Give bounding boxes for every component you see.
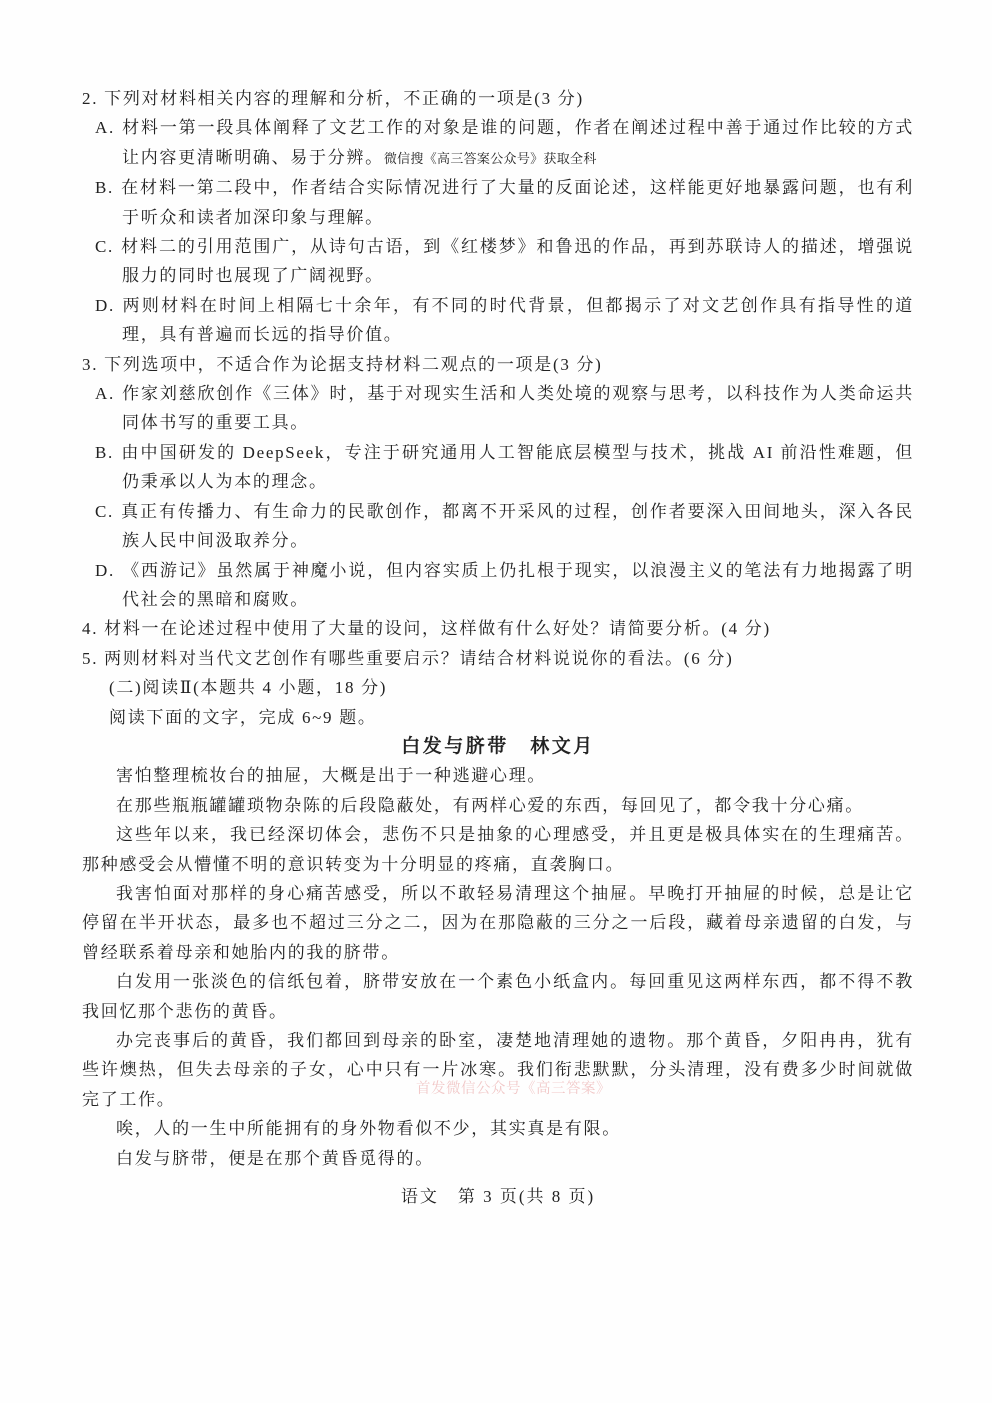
option-a xyxy=(95,113,914,173)
passage-paragraph: 这些年以来，我已经深切体会，悲伤不只是抽象的心理感受，并且更是极具体实在的生理痛苦。那种感受会从懵懂不明的意识转变为十分明显的疼痛，直袭胸口。 xyxy=(82,825,914,874)
passage-paragraph: 办完丧事后的黄昏，我们都回到母亲的卧室，凄楚地清理她的遗物。那个黄昏，夕阳冉冉，犹有些许燠热，但失去母亲的子女，心中只有一片冰寒。我们衔悲默默，分头清理，没有费多少时间就做完了工作。 xyxy=(82,1031,914,1109)
page-content xyxy=(82,84,914,1211)
option-c xyxy=(95,232,914,291)
option-label: A. xyxy=(95,118,115,138)
option-label: C. xyxy=(95,501,114,521)
question-number: 2. xyxy=(82,89,99,108)
passage-paragraph: 白发与脐带，便是在那个黄昏觅得的。 xyxy=(116,1148,434,1168)
promo-note: 微信搜《高三答案公众号》获取全科 xyxy=(383,150,597,166)
option-text: 由中国研发的 DeepSeek，专注于研究通用人工智能底层模型与技术，挑战 AI 前沿性难题，但仍秉承以人为本的理念。 xyxy=(121,442,914,492)
question-number: 5. xyxy=(82,648,99,668)
option-text: 材料一第一段具体阐释了文艺工作的对象是谁的问题，作者在阐述过程中善于通过作比较的方式让内容更清晰明确、易于分辨。 xyxy=(121,118,914,167)
question-number: 4. xyxy=(82,619,99,639)
option-text: 《西游记》虽然属于神魔小说，但内容实质上仍扎根于现实，以浪漫主义的笔法有力地揭露了明代社会的黑暗和腐败。 xyxy=(121,560,914,609)
question-stem-text: 两则材料对当代文艺创作有哪些重要启示？请结合材料说说你的看法。(6 分) xyxy=(104,648,734,668)
question-stem-text: 材料一在论述过程中使用了大量的设问，这样做有什么好处？请简要分析。(4 分) xyxy=(104,619,771,639)
option-d xyxy=(95,556,914,615)
option-text: 在材料一第二段中，作者结合实际情况进行了大量的反面论述，这样能更好地暴露问题，也有利于听众和读者加深印象与理解。 xyxy=(121,178,914,227)
option-a xyxy=(95,379,914,438)
passage-paragraph: 我害怕面对那样的身心痛苦感受，所以不敢轻易清理这个抽屉。早晚打开抽屉的时候，总是让它停留在半开状态，最多也不超过三分之二，因为在那隐蔽的三分之一后段，藏着母亲遗留的白发，与曾经联系着母亲和她胎内的我的脐带。 xyxy=(82,883,914,962)
question-stem xyxy=(82,84,914,113)
passage-title: 白发与脐带 林文月 xyxy=(401,735,595,757)
option-b xyxy=(95,173,914,232)
passage-paragraph: 在那些瓶瓶罐罐琐物杂陈的后段隐蔽处，有两样心爱的东西，每回见了，都令我十分心痛。 xyxy=(116,795,864,815)
pink-watermark: 首发微信公众号《高三答案》 xyxy=(416,1081,611,1097)
option-text: 真正有传播力、有生命力的民歌创作，都离不开采风的过程，创作者要深入田间地头，深入各民族人民中间汲取养分。 xyxy=(121,501,914,551)
section-reading-2 xyxy=(82,673,914,1173)
section-heading: (二)阅读Ⅱ(本题共 4 小题，18 分) xyxy=(109,678,388,698)
option-text: 材料二的引用范围广，从诗句古语，到《红楼梦》和鲁迅的作品，再到苏联诗人的描述，增强说服力的同时也展现了广阔视野。 xyxy=(121,237,914,286)
option-label: D. xyxy=(95,295,115,315)
question-stem-text: 下列选项中，不适合作为论据支持材料二观点的一项是(3 分) xyxy=(104,354,603,374)
section-instruction: 阅读下面的文字，完成 6~9 题。 xyxy=(109,707,377,727)
option-d xyxy=(95,291,914,350)
option-text: 两则材料在时间上相隔七十余年，有不同的时代背景，但都揭示了对文艺创作具有指导性的道理，具有普遍而长远的指导价值。 xyxy=(121,295,914,345)
option-c xyxy=(95,497,914,556)
option-label: B. xyxy=(95,442,114,462)
question-3 xyxy=(82,350,914,615)
option-label: B. xyxy=(95,178,114,198)
option-label: D. xyxy=(95,560,115,580)
option-text: 作家刘慈欣创作《三体》时，基于对现实生活和人类处境的观察与思考，以科技作为人类命运共同体书写的重要工具。 xyxy=(121,384,914,433)
passage-body xyxy=(82,761,914,1173)
page-footer: 语文 第 3 页(共 8 页) xyxy=(400,1187,596,1207)
passage-paragraph: 害怕整理梳妆台的抽屉，大概是出于一种逃避心理。 xyxy=(116,766,547,786)
passage-paragraph: 白发用一张淡色的信纸包着，脐带安放在一个素色小纸盒内。每回重见这两样东西，都不得不教我回忆那个悲伤的黄昏。 xyxy=(82,972,914,1021)
option-label: C. xyxy=(95,237,114,257)
question-2 xyxy=(82,84,914,350)
passage-paragraph: 唉，人的一生中所能拥有的身外物看似不少，其实真是有限。 xyxy=(116,1119,621,1139)
option-label: A. xyxy=(95,384,115,404)
question-4 xyxy=(82,614,914,643)
question-stem-text: 下列对材料相关内容的理解和分析，不正确的一项是(3 分) xyxy=(104,89,584,108)
option-b xyxy=(95,438,914,497)
question-5 xyxy=(82,644,914,673)
question-stem xyxy=(82,350,914,379)
question-number: 3. xyxy=(82,354,99,374)
